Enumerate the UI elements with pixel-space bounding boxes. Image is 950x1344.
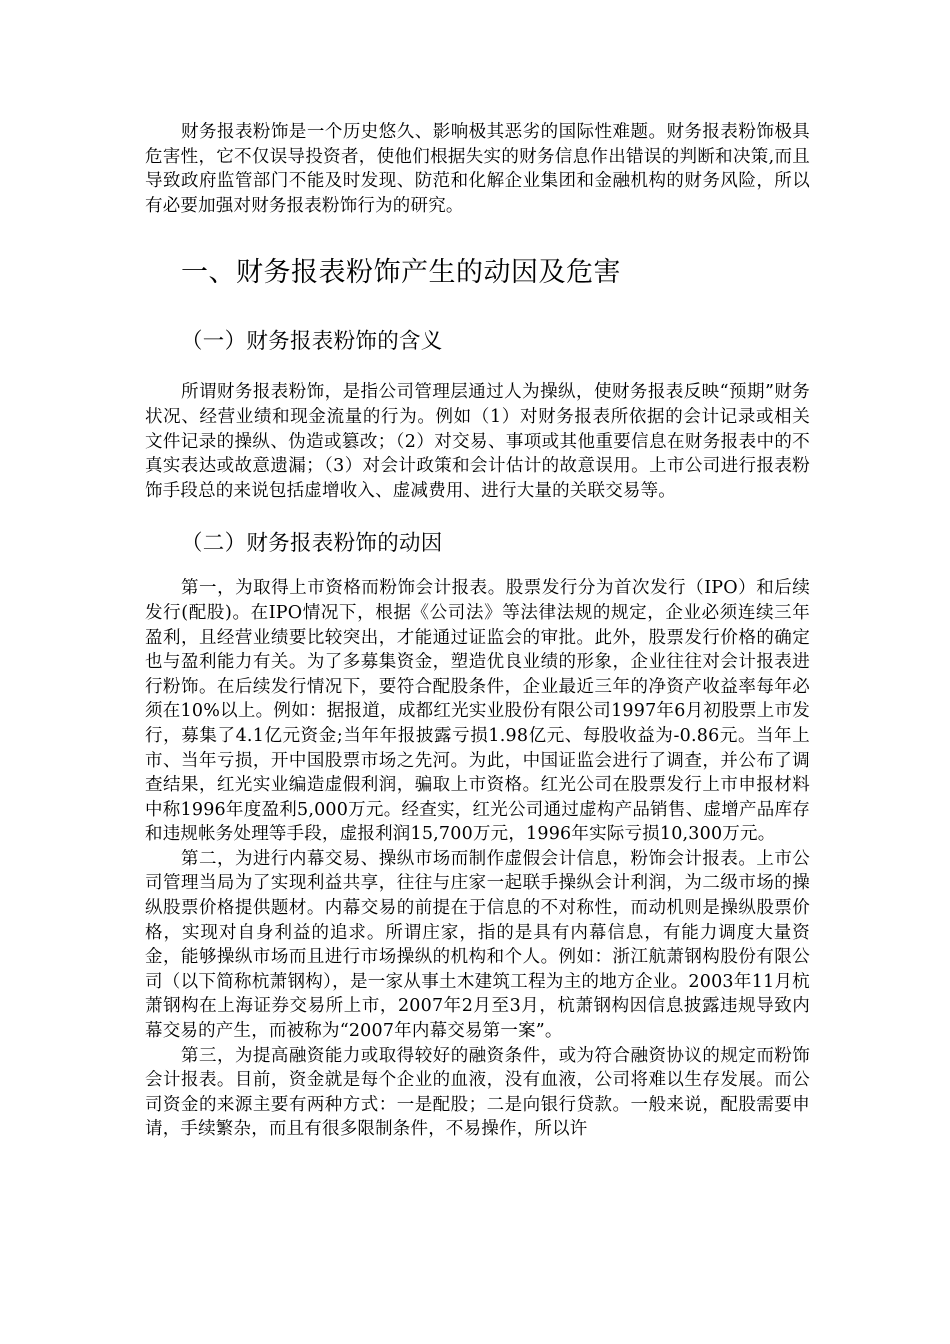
- definition-paragraph: 所谓财务报表粉饰，是指公司管理层通过人为操纵，使财务报表反映“预期”财务状况、经营业绩和现金流量的行为。例如（1）对财务报表所依据的会计记录或相关文件记录的操纵、伪造或篡改；（2）对交易、事项或其他重要信息在财务报表中的不真实表达或故意遗漏；（3）对会计政策和会计估计的故意误用。上市公司进行报表粉饰手段总的来说包括虚增收入、虚减费用、进行大量的关联交易等。: [145, 382, 810, 501]
- subsection-title-motives: （二）财务报表粉饰的动因: [181, 531, 443, 557]
- intro-paragraph: 财务报表粉饰是一个历史悠久、影响极其恶劣的国际性难题。财务报表粉饰极具危害性，它不仅误导投资者，使他们根据失实的财务信息作出错误的判断和决策,而且导致政府监管部门不能及时发现、防范和化解企业集团和金融机构的财务风险，所以有必要加强对财务报表粉饰行为的研究。: [145, 122, 810, 216]
- section-title: 一、财务报表粉饰产生的动因及危害: [181, 257, 621, 289]
- subsection-title-definition: （一）财务报表粉饰的含义: [181, 329, 443, 355]
- motive-paragraph-2: 第二，为进行内幕交易、操纵市场而制作虚假会计信息，粉饰会计报表。上市公司管理当局为了实现利益共享，往往与庄家一起联手操纵会计利润，为二级市场的操纵股票价格提供题材。内幕交易的前提在于信息的不对称性，而动机则是操纵股票价格，实现对自身利益的追求。所谓庄家，指的是具有内幕信息，有能力调度大量资金，能够操纵市场而且进行市场操纵的机构和个人。例如：浙江航萧钢构股份有限公司（以下简称杭萧钢构），是一家从事土木建筑工程为主的地方企业。2003年11月杭萧钢构在上海证券交易所上市，2007年2月至3月，杭萧钢构因信息披露违规导致内幕交易的产生，而被称为“2007年内幕交易第一案”。: [145, 848, 810, 1042]
- motive-paragraph-1: 第一，为取得上市资格而粉饰会计报表。股票发行分为首次发行（IPO）和后续发行(配股)。在IPO情况下，根据《公司法》等法律法规的规定，企业必须连续三年盈利，且经营业绩要比较突出，才能通过证监会的审批。此外，股票发行价格的确定也与盈利能力有关。为了多募集资金，塑造优良业绩的形象，企业往往对会计报表进行粉饰。在后续发行情况下，要符合配股条件，企业最近三年的净资产收益率每年必须在10%以上。例如：据报道，成都红光实业股份有限公司1997年6月初股票上市发行，募集了4.1亿元资金;当年年报披露亏损1.98亿元、每股收益为-0.86元。当年上市、当年亏损，开中国股票市场之先河。为此，中国证监会进行了调查，并公布了调查结果，红光实业编造虚假利润，骗取上市资格。红光公司在股票发行上市申报材料中称1996年度盈利5,000万元。经查实，红光公司通过虚构产品销售、虚增产品库存和违规帐务处理等手段，虚报利润15,700万元，1996年实际亏损10,300万元。: [145, 578, 810, 845]
- document-page: [145, 120, 810, 1142]
- motive-paragraph-3: 第三，为提高融资能力或取得较好的融资条件，或为符合融资协议的规定而粉饰会计报表。目前，资金就是每个企业的血液，没有血液，公司将难以生存发展。而公司资金的来源主要有两种方式：一是配股；二是向银行贷款。一般来说，配股需要申请，手续繁杂，而且有很多限制条件，不易操作，所以许: [145, 1045, 810, 1140]
